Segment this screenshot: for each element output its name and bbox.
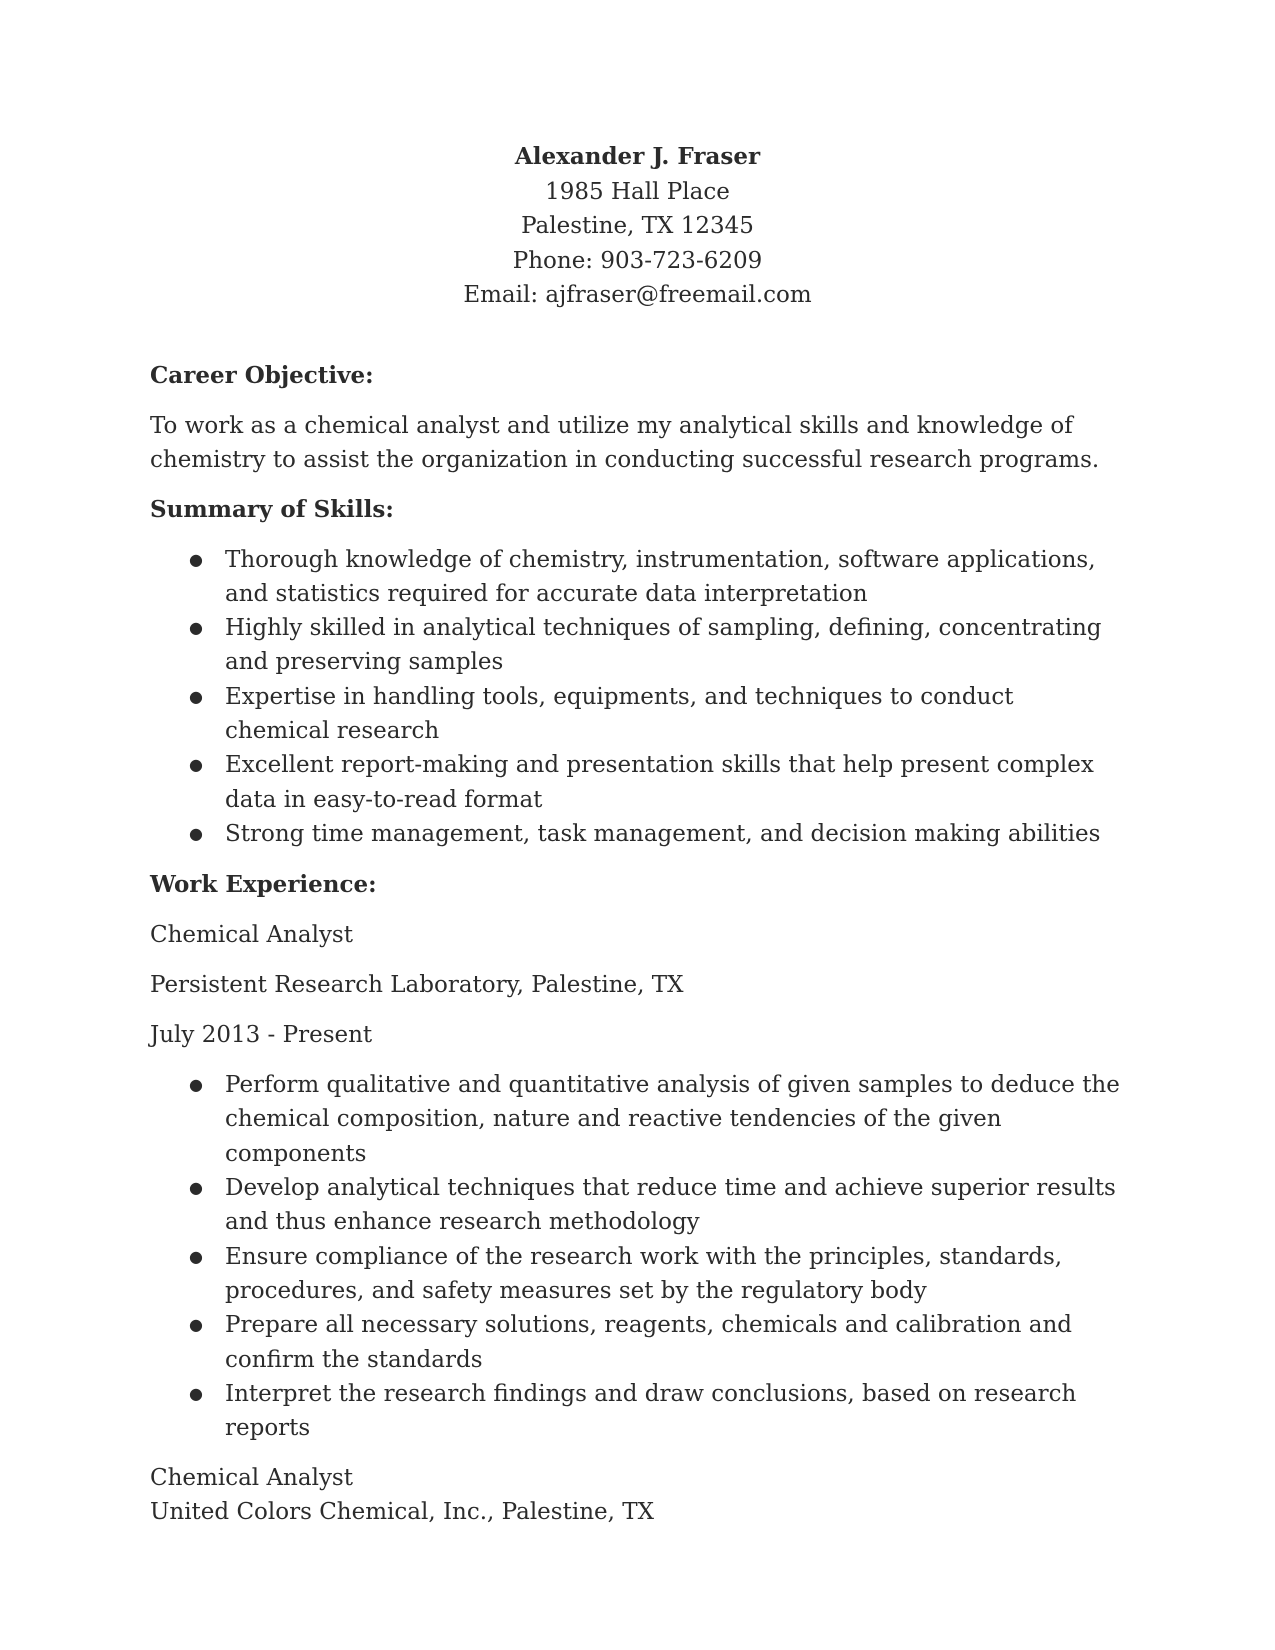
skill-text: Excellent report-making and presentation skills that help present complex data in easy-to-read format <box>225 752 1094 813</box>
list-item <box>150 817 1125 851</box>
list-item <box>150 1068 1125 1171</box>
bullet-icon: ● <box>189 755 203 775</box>
job-title: Chemical Analyst <box>150 922 353 949</box>
job-title: Chemical Analyst <box>150 1465 353 1492</box>
objective-heading: Career Objective: <box>150 361 374 389</box>
bullet-icon: ● <box>189 823 203 843</box>
list-item <box>150 748 1125 817</box>
job-company: United Colors Chemical, Inc., Palestine, TX <box>150 1499 654 1526</box>
bullet-icon: ● <box>189 1383 203 1403</box>
list-item <box>150 1240 1125 1309</box>
job-dates: July 2013 - Present <box>150 1022 373 1049</box>
list-item <box>150 543 1125 612</box>
address-line-1: 1985 Hall Place <box>545 178 730 205</box>
bullet-icon: ● <box>189 686 203 706</box>
bullet-icon: ● <box>189 1315 203 1335</box>
bullet-icon: ● <box>189 618 203 638</box>
skill-text: Thorough knowledge of chemistry, instrumentation, software applications, and statistics required for accurate data interpretation <box>225 546 1096 607</box>
duty-text: Perform qualitative and quantitative analysis of given samples to deduce the chemical composition, nature and reactive tendencies of the given components <box>225 1072 1120 1167</box>
skills-list <box>150 543 1125 852</box>
skill-text: Highly skilled in analytical techniques of sampling, defining, concentrating and preserving samples <box>225 615 1102 676</box>
duty-text: Develop analytical techniques that reduce time and achieve superior results and thus enhance research methodology <box>225 1175 1116 1236</box>
skills-heading: Summary of Skills: <box>150 495 394 523</box>
list-item <box>150 1171 1125 1240</box>
address-line-2: Palestine, TX 12345 <box>521 213 754 239</box>
bullet-icon: ● <box>189 1246 203 1266</box>
duty-text: Prepare all necessary solutions, reagents, chemicals and calibration and confirm the standards <box>225 1312 1072 1373</box>
list-item <box>150 1308 1125 1377</box>
resume-page <box>150 140 1125 1529</box>
phone-line: Phone: 903-723-6209 <box>512 247 763 274</box>
objective-text: To work as a chemical analyst and utilize my analytical skills and knowledge of chemistry to assist the organization in conducting successful research programs. <box>150 412 1100 473</box>
skill-text: Strong time management, task management, and decision making abilities <box>225 820 1101 847</box>
contact-header <box>150 140 1125 313</box>
applicant-name: Alexander J. Fraser <box>514 143 761 170</box>
job-company: Persistent Research Laboratory, Palestine, TX <box>150 972 684 999</box>
experience-heading: Work Experience: <box>150 871 377 899</box>
bullet-icon: ● <box>189 549 203 569</box>
list-item <box>150 680 1125 749</box>
list-item <box>150 1377 1125 1446</box>
bullet-icon: ● <box>189 1075 203 1095</box>
duty-text: Ensure compliance of the research work with the principles, standards, procedures, and safety measures set by the regulatory body <box>225 1243 1063 1304</box>
skill-text: Expertise in handling tools, equipments, and techniques to conduct chemical research <box>225 683 1014 744</box>
duties-list <box>150 1068 1125 1445</box>
list-item <box>150 611 1125 680</box>
bullet-icon: ● <box>189 1178 203 1198</box>
email-line: Email: ajfraser@freemail.com <box>463 282 812 308</box>
duty-text: Interpret the research findings and draw conclusions, based on research reports <box>225 1380 1077 1442</box>
